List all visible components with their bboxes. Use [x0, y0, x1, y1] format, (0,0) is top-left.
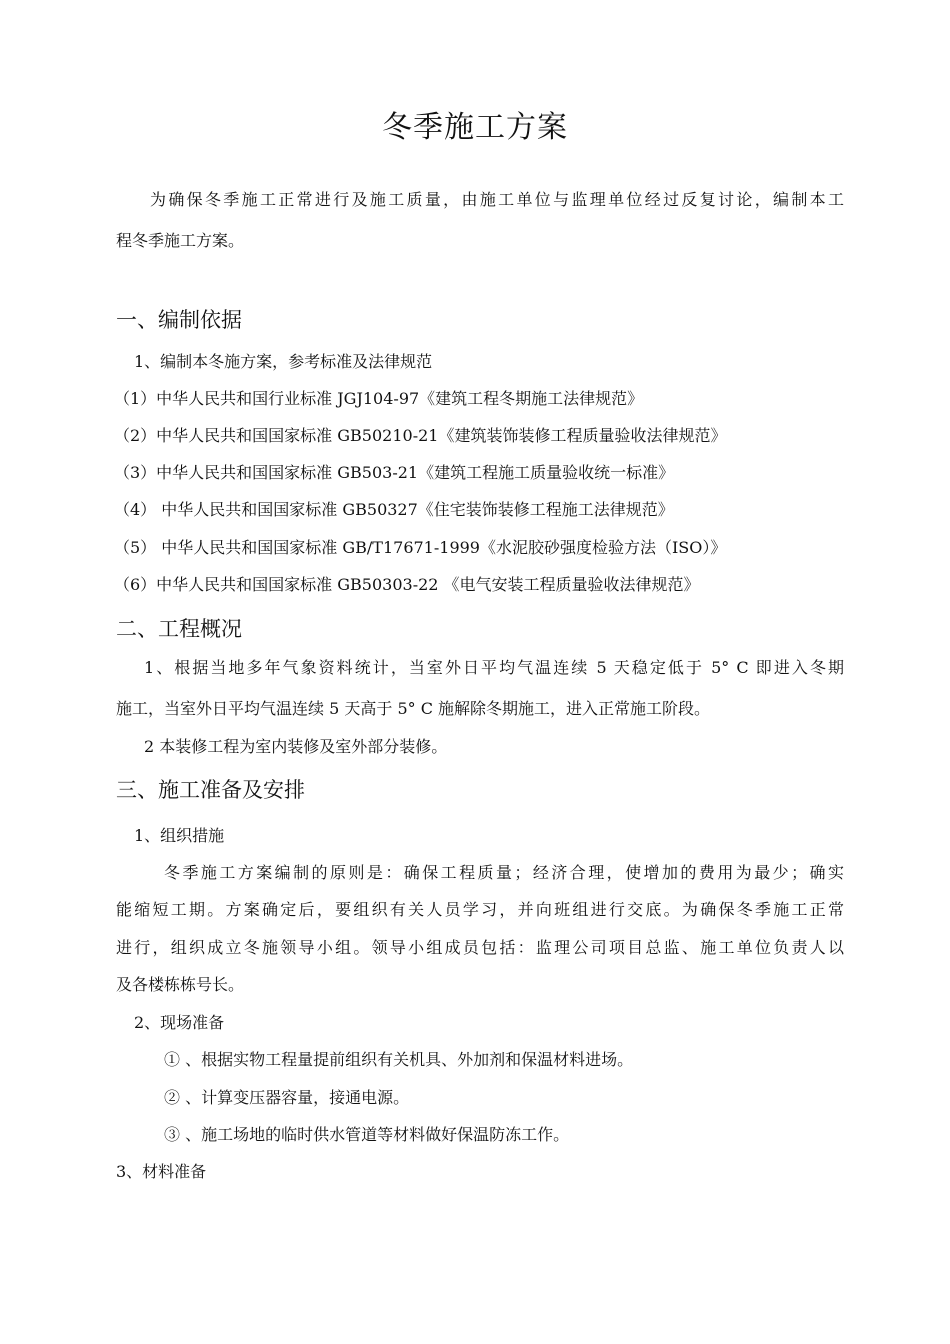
reference-item: （1）中华人民共和国行业标准 JGJ104-97《建筑工程冬期施工法律规范》 [114, 389, 644, 408]
section-3-sub-1-text-line: 能缩短工期。方案确定后，要组织有关人员学习，并向班组进行交底。为确保冬季施工正常 [116, 900, 844, 919]
section-2-paragraph-1-line-2: 施工，当室外日平均气温连续 5 天高于 5° C 施解除冬期施工，进入正常施工阶段。 [116, 699, 711, 718]
section-3-sub-1-heading: 1、组织措施 [134, 826, 225, 845]
section-3-sub-1-text-line: 冬季施工方案编制的原则是：确保工程质量；经济合理，使增加的费用为最少；确实 [164, 863, 844, 882]
reference-item: （2）中华人民共和国国家标准 GB50210-21《建筑装饰装修工程质量验收法律规范》 [114, 426, 727, 445]
reference-item: （6）中华人民共和国国家标准 GB50303-22 《电气安装工程质量验收法律规范》 [114, 575, 700, 594]
section-1-heading: 一、编制依据 [116, 308, 242, 332]
document-title: 冬季施工方案 [382, 110, 568, 145]
section-2-heading: 二、工程概况 [116, 617, 242, 641]
section-2-paragraph-2: 2 本装修工程为室内装修及室外部分装修。 [144, 737, 448, 756]
site-prep-item: ① 、根据实物工程量提前组织有关机具、外加剂和保温材料进场。 [164, 1050, 634, 1069]
section-3-sub-1-text-line: 进行，组织成立冬施领导小组。领导小组成员包括：监理公司项目总监、施工单位负责人以 [116, 938, 844, 957]
section-2-paragraph-1-line-1: 1、根据当地多年气象资料统计，当室外日平均气温连续 5 天稳定低于 5° C 即进入冬期 [144, 658, 844, 677]
site-prep-item: ② 、计算变压器容量，接通电源。 [164, 1088, 410, 1107]
site-prep-item: ③ 、施工场地的临时供水管道等材料做好保温防冻工作。 [164, 1125, 570, 1144]
intro-line-2: 程冬季施工方案。 [116, 231, 245, 250]
section-3-sub-1-text-line: 及各楼栋栋号长。 [116, 975, 245, 994]
section-3-sub-2-heading: 2、现场准备 [134, 1013, 225, 1032]
intro-line-1: 为确保冬季施工正常进行及施工质量，由施工单位与监理单位经过反复讨论，编制本工 [150, 190, 844, 209]
section-1-item-1: 1、编制本冬施方案，参考标准及法律规范 [134, 352, 433, 371]
reference-item: （5） 中华人民共和国国家标准 GB/T17671-1999《水泥胶砂强度检验方法（ISO）》 [114, 538, 727, 557]
reference-item: （4） 中华人民共和国国家标准 GB50327《住宅装饰装修工程施工法律规范》 [114, 500, 674, 519]
section-3-sub-3-heading: 3、材料准备 [116, 1162, 207, 1181]
reference-item: （3）中华人民共和国国家标准 GB503-21《建筑工程施工质量验收统一标准》 [114, 463, 675, 482]
section-3-heading: 三、施工准备及安排 [116, 778, 305, 802]
